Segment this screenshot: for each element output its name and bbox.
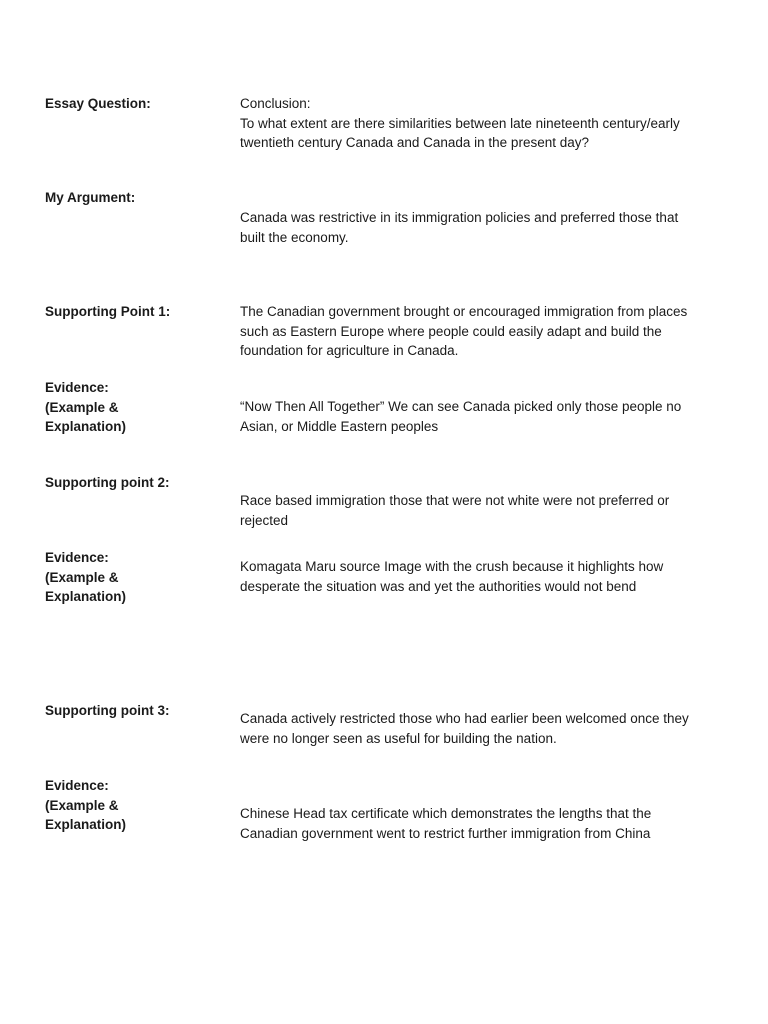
supporting-point-1-label: Supporting Point 1: — [45, 304, 171, 319]
supporting-point-1-text: The Canadian government brought or encouraged immigration from places such as Eastern Europe where people could easily adapt and build the foundation for agriculture in Canada. — [240, 304, 688, 358]
essay-question-label: Essay Question: — [45, 96, 151, 111]
evidence-3-text: Chinese Head tax certificate which demonstrates the lengths that the Canadian government went to restrict further immigration from China — [240, 806, 652, 841]
evidence-1-label: Evidence: (Example & Explanation) — [45, 380, 127, 434]
evidence-2-label: Evidence: (Example & Explanation) — [45, 550, 127, 604]
essay-question-text: Conclusion: To what extent are there similarities between late nineteenth century/early twentieth century Canada and Canada in the present day? — [240, 96, 680, 150]
evidence-1-text: “Now Then All Together” We can see Canada picked only those people no Asian, or Middle Eastern peoples — [240, 399, 682, 434]
supporting-point-2-text: Race based immigration those that were not white were not preferred or rejected — [240, 493, 670, 528]
supporting-point-3-label: Supporting point 3: — [45, 703, 170, 718]
evidence-3-label: Evidence: (Example & Explanation) — [45, 778, 127, 832]
evidence-2-text: Komagata Maru source Image with the crush because it highlights how desperate the situation was and yet the authorities would not bend — [240, 559, 664, 594]
supporting-point-2-label: Supporting point 2: — [45, 475, 170, 490]
my-argument-label: My Argument: — [45, 190, 136, 205]
supporting-point-3-text: Canada actively restricted those who had earlier been welcomed once they were no longer seen as useful for building the nation. — [240, 711, 689, 746]
my-argument-text: Canada was restrictive in its immigration policies and preferred those that built the economy. — [240, 210, 679, 245]
